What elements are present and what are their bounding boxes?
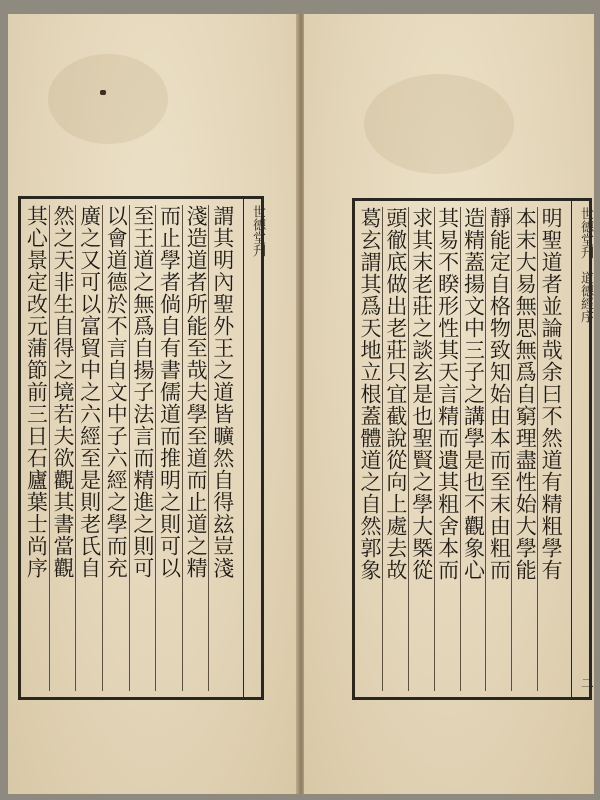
- left-text-frame: [18, 196, 264, 700]
- text-column: [182, 205, 209, 691]
- text-column: [434, 207, 460, 691]
- right-page-number: 二: [578, 676, 593, 689]
- text-column: [129, 205, 156, 691]
- paper-stain: [48, 54, 168, 144]
- column-text: 明聖道者並論哉余曰不然道有精粗學有: [539, 207, 564, 581]
- text-column: [49, 205, 76, 691]
- right-page: [304, 14, 594, 794]
- paper-stain: [364, 74, 514, 174]
- column-text: 葛玄謂其爲天地立根蓋體道之自然郭象: [357, 207, 382, 581]
- text-column: [23, 205, 49, 691]
- left-page: [8, 14, 298, 794]
- left-margin-label: 世德堂刋: [250, 205, 265, 257]
- column-text: 淺造道者所能至哉夫學至道而止道之精: [184, 205, 209, 579]
- column-text: 造精蓋揚文中三子之講學是也不觀象心: [461, 207, 486, 581]
- text-column: [208, 205, 235, 691]
- column-text: 其易不睽形性其天言精而遺其粗舍本而: [435, 207, 460, 581]
- right-margin-column: [571, 201, 595, 697]
- text-column: [382, 207, 408, 691]
- right-text-columns: [357, 207, 563, 691]
- text-column: [460, 207, 486, 691]
- column-text: 謂其明內聖外王之道皆曠然自得玆豈淺: [210, 205, 235, 579]
- right-text-frame: [352, 198, 592, 700]
- left-text-columns: [23, 205, 235, 691]
- column-text: 而止學者倘自有書儒道而推明之則可以: [157, 205, 182, 579]
- text-column: [155, 205, 182, 691]
- text-column: [357, 207, 382, 691]
- column-text: 求其末老莊之談玄是也聖賢之學大槩從: [409, 207, 434, 581]
- text-column: [511, 207, 537, 691]
- column-text: 廣之又可以富貿中之六經至是則老氏自: [77, 205, 102, 579]
- text-column: [75, 205, 102, 691]
- text-column: [408, 207, 434, 691]
- column-text: 頭徹底做出老莊只宜截說從向上處去故: [383, 207, 408, 581]
- text-column: [102, 205, 129, 691]
- binding-hole: [100, 90, 106, 95]
- text-column: [485, 207, 511, 691]
- right-section-label: 道德經序: [578, 271, 593, 323]
- left-margin-column: [243, 199, 267, 697]
- right-margin-label: 世德堂刋: [578, 207, 593, 259]
- column-text: 然之天非生自得之境若夫欲觀其書當觀: [50, 205, 75, 579]
- column-text: 靜能定自格物致知始由本而至末由粗而: [487, 207, 512, 581]
- text-column: [537, 207, 563, 691]
- column-text: 其心景定改元蒲節前三日石廬葉士尚序: [24, 205, 49, 579]
- column-text: 本末大易無思無爲自窮理盡性始大學能: [513, 207, 538, 581]
- column-text: 至王道之無爲自揚子法言而精進之則可: [130, 205, 155, 579]
- book-spread: [8, 14, 594, 794]
- column-text: 以會道德於不言自文中子六經之學而充: [104, 205, 129, 579]
